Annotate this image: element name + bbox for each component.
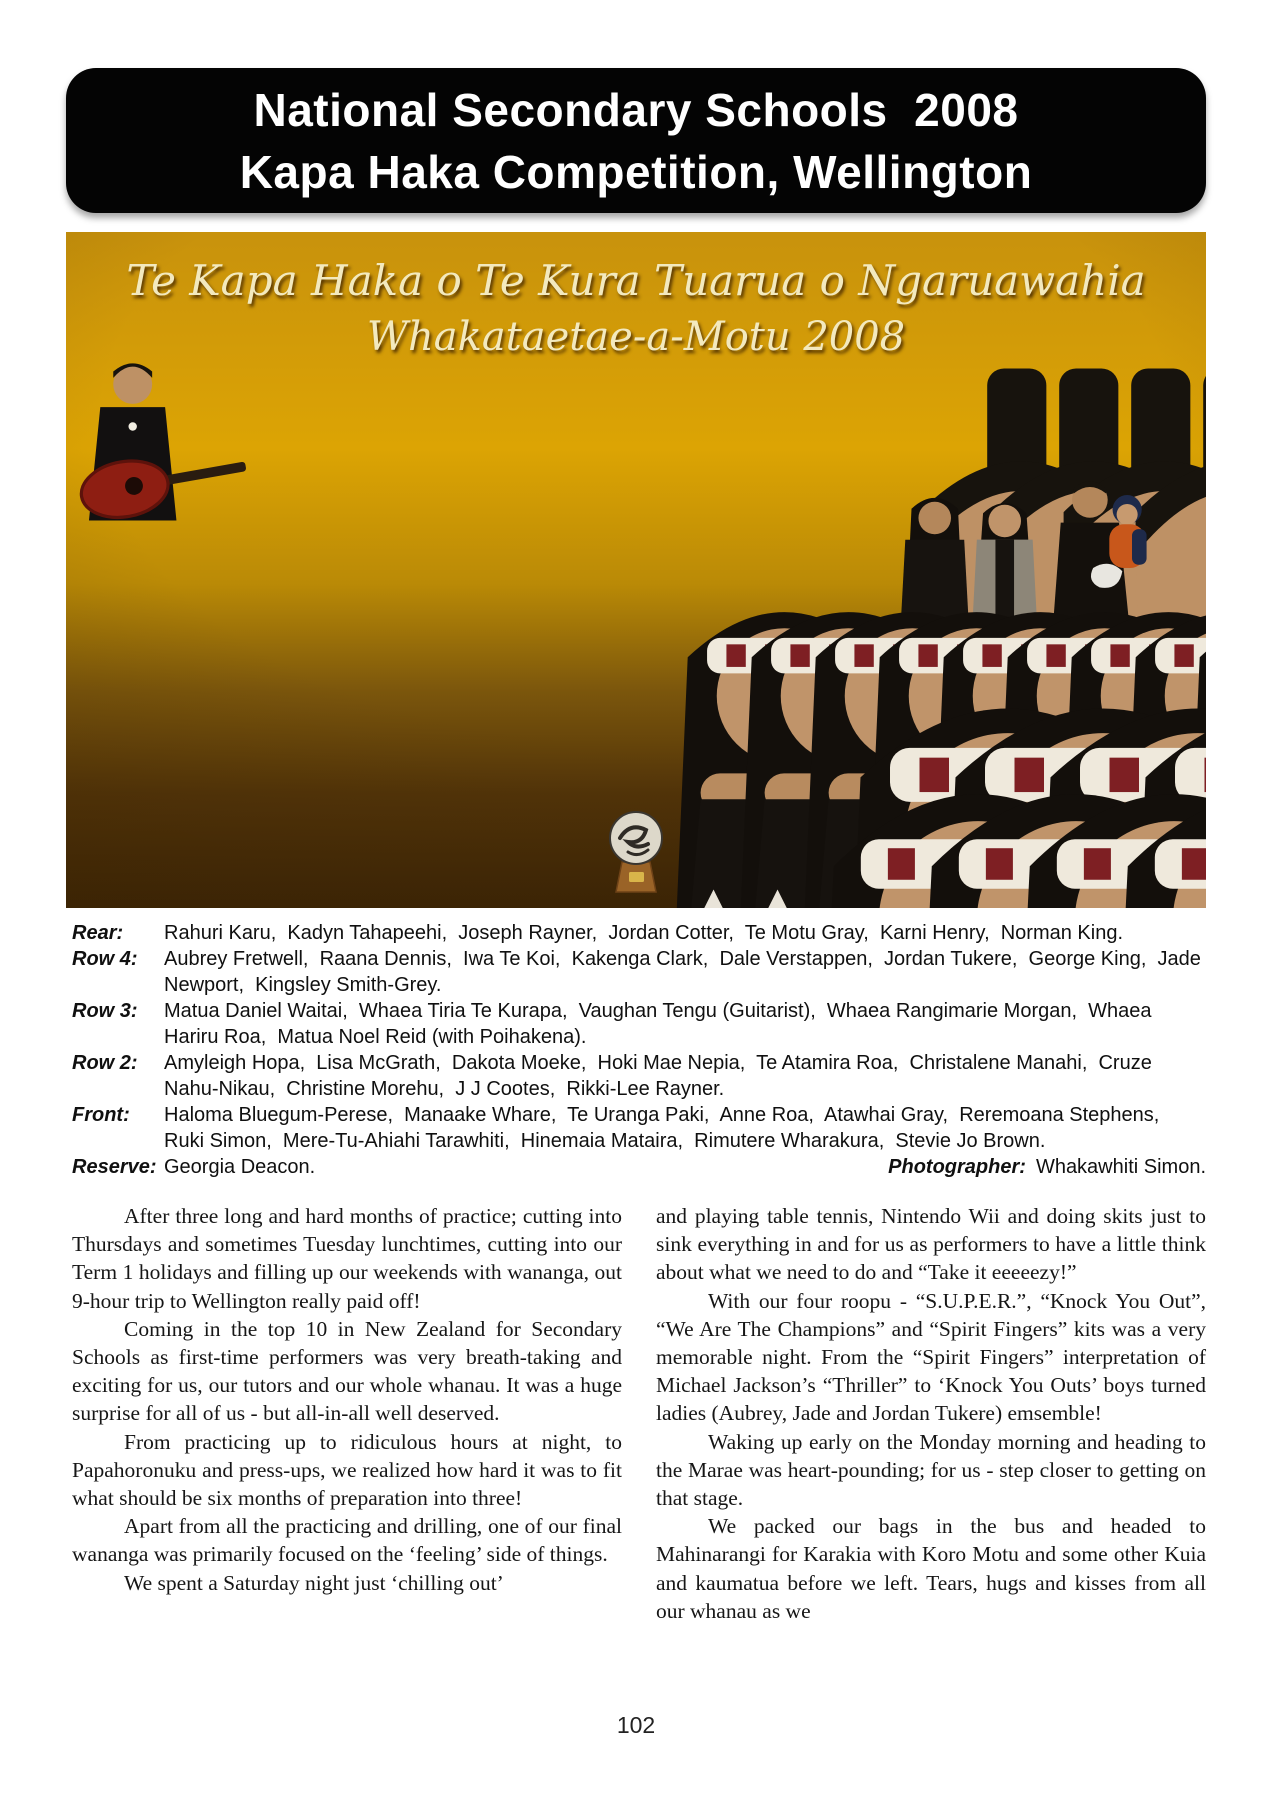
group-photo bbox=[66, 232, 1206, 908]
caption-block bbox=[72, 920, 1206, 1180]
caption-row-4 bbox=[72, 946, 1206, 998]
caption-label: Front: bbox=[72, 1104, 130, 1126]
title-banner bbox=[66, 68, 1206, 213]
caption-label: Row 3: bbox=[72, 1000, 138, 1022]
paragraph: We spent a Saturday night just ‘chilling out’ bbox=[124, 1570, 504, 1595]
banner-title-line-2: Kapa Haka Competition, Wellington bbox=[239, 145, 1033, 198]
caption-names: Georgia Deacon. bbox=[164, 1156, 316, 1178]
paragraph: After three long and hard months of practice; cutting into Thursdays and sometimes Tuesday lunchtimes, cutting into our Term 1 holidays and filling up our weekends with wananga, out 9-hour trip to Wellington really paid off! bbox=[72, 1204, 622, 1313]
paragraph: With our four roopu - “S.U.P.E.R.”, “Knock You Out”, “We Are The Champions” and “Spirit Fingers” kits was a very memorable night. From the “Spirit Fingers” interpretation of Michael Jackson’s “Thriller” to ‘Knock You Outs’ boys turned ladies (Aubrey, Jade and Jordan Tukere) emsemble! bbox=[656, 1288, 1206, 1426]
article-column-right bbox=[656, 1202, 1206, 1625]
photographer-credit bbox=[888, 1154, 1206, 1180]
paragraph: Apart from all the practicing and drilling, one of our final wananga was primarily focused on the ‘feeling’ side of things. bbox=[72, 1514, 622, 1567]
caption-names: Rahuri Karu, Kadyn Tahapeehi, Joseph Rayner, Jordan Cotter, Te Motu Gray, Karni Henry, Norman King. bbox=[164, 922, 1124, 944]
caption-names: Amyleigh Hopa, Lisa McGrath, Dakota Moeke, Hoki Mae Nepia, Te Atamira Roa, Christalene Manahi, Cruze Nahu-Nikau, Christine Morehu, J J Cootes, Rikki-Lee Rayner. bbox=[164, 1052, 1158, 1100]
paragraph: From practicing up to ridiculous hours at night, to Papahoronuku and press-ups, we realized how hard it was to fit what should be six months of preparation into three! bbox=[72, 1429, 622, 1511]
paragraph: and playing table tennis, Nintendo Wii and doing skits just to sink everything in and for us as performers to have a little think about what we need to do and “Take it eeeeezy!” bbox=[656, 1204, 1206, 1285]
banner-title-line-1: National Secondary Schools 2008 bbox=[253, 83, 1019, 136]
article-column-left bbox=[72, 1202, 622, 1625]
photographer-label: Photographer: bbox=[888, 1156, 1026, 1178]
paragraph: We packed our bags in the bus and headed to Mahinarangi for Karakia with Koro Motu and some other Kuia and kaumatua before we left. Tears, hugs and kisses from all our whanau as we bbox=[656, 1514, 1206, 1623]
caption-label: Rear: bbox=[72, 922, 124, 944]
caption-names: Matua Daniel Waitai, Whaea Tiria Te Kurapa, Vaughan Tengu (Guitarist), Whaea Rangimarie Morgan, Whaea Hariru Roa, Matua Noel Reid (with Poihakena). bbox=[164, 1000, 1158, 1048]
caption-row-rear bbox=[72, 920, 1206, 946]
caption-row-reserve bbox=[72, 1154, 1206, 1180]
caption-row-front bbox=[72, 1102, 1206, 1154]
caption-names: Aubrey Fretwell, Raana Dennis, Iwa Te Koi, Kakenga Clark, Dale Verstappen, Jordan Tukere, George King, Jade Newport, Kingsley Smith-Grey. bbox=[164, 948, 1207, 996]
caption-label: Row 4: bbox=[72, 948, 138, 970]
article-columns bbox=[72, 1202, 1206, 1625]
caption-label: Row 2: bbox=[72, 1052, 138, 1074]
photo-title-line-1: Te Kapa Haka o Te Kura Tuarua o Ngaruawahia bbox=[126, 256, 1146, 305]
caption-row-3 bbox=[72, 998, 1206, 1050]
paragraph: Waking up early on the Monday morning and heading to the Marae was heart-pounding; for us - step closer to getting on that stage. bbox=[656, 1429, 1206, 1511]
photo-title-line-2: Whakataetae-a-Motu 2008 bbox=[366, 314, 906, 360]
photographer-name: Whakawhiti Simon. bbox=[1035, 1156, 1206, 1178]
caption-row-2 bbox=[72, 1050, 1206, 1102]
trophy bbox=[610, 812, 662, 892]
paragraph: Coming in the top 10 in New Zealand for Secondary Schools as first-time performers was very breath-taking and exciting for us, our tutors and our whole whanau. It was a huge surprise for all of us - but all-in-all well deserved. bbox=[72, 1316, 622, 1426]
caption-label: Reserve: bbox=[72, 1156, 157, 1178]
page-number: 102 bbox=[616, 1712, 656, 1738]
caption-names: Haloma Bluegum-Perese, Manaake Whare, Te Uranga Paki, Anne Roa, Atawhai Gray, Reremoana Stephens, Ruki Simon, Mere-Tu-Ahiahi Tarawhiti, Hinemaia Mataira, Rimutere Wharakura, Stevie Jo Brown. bbox=[164, 1104, 1171, 1152]
